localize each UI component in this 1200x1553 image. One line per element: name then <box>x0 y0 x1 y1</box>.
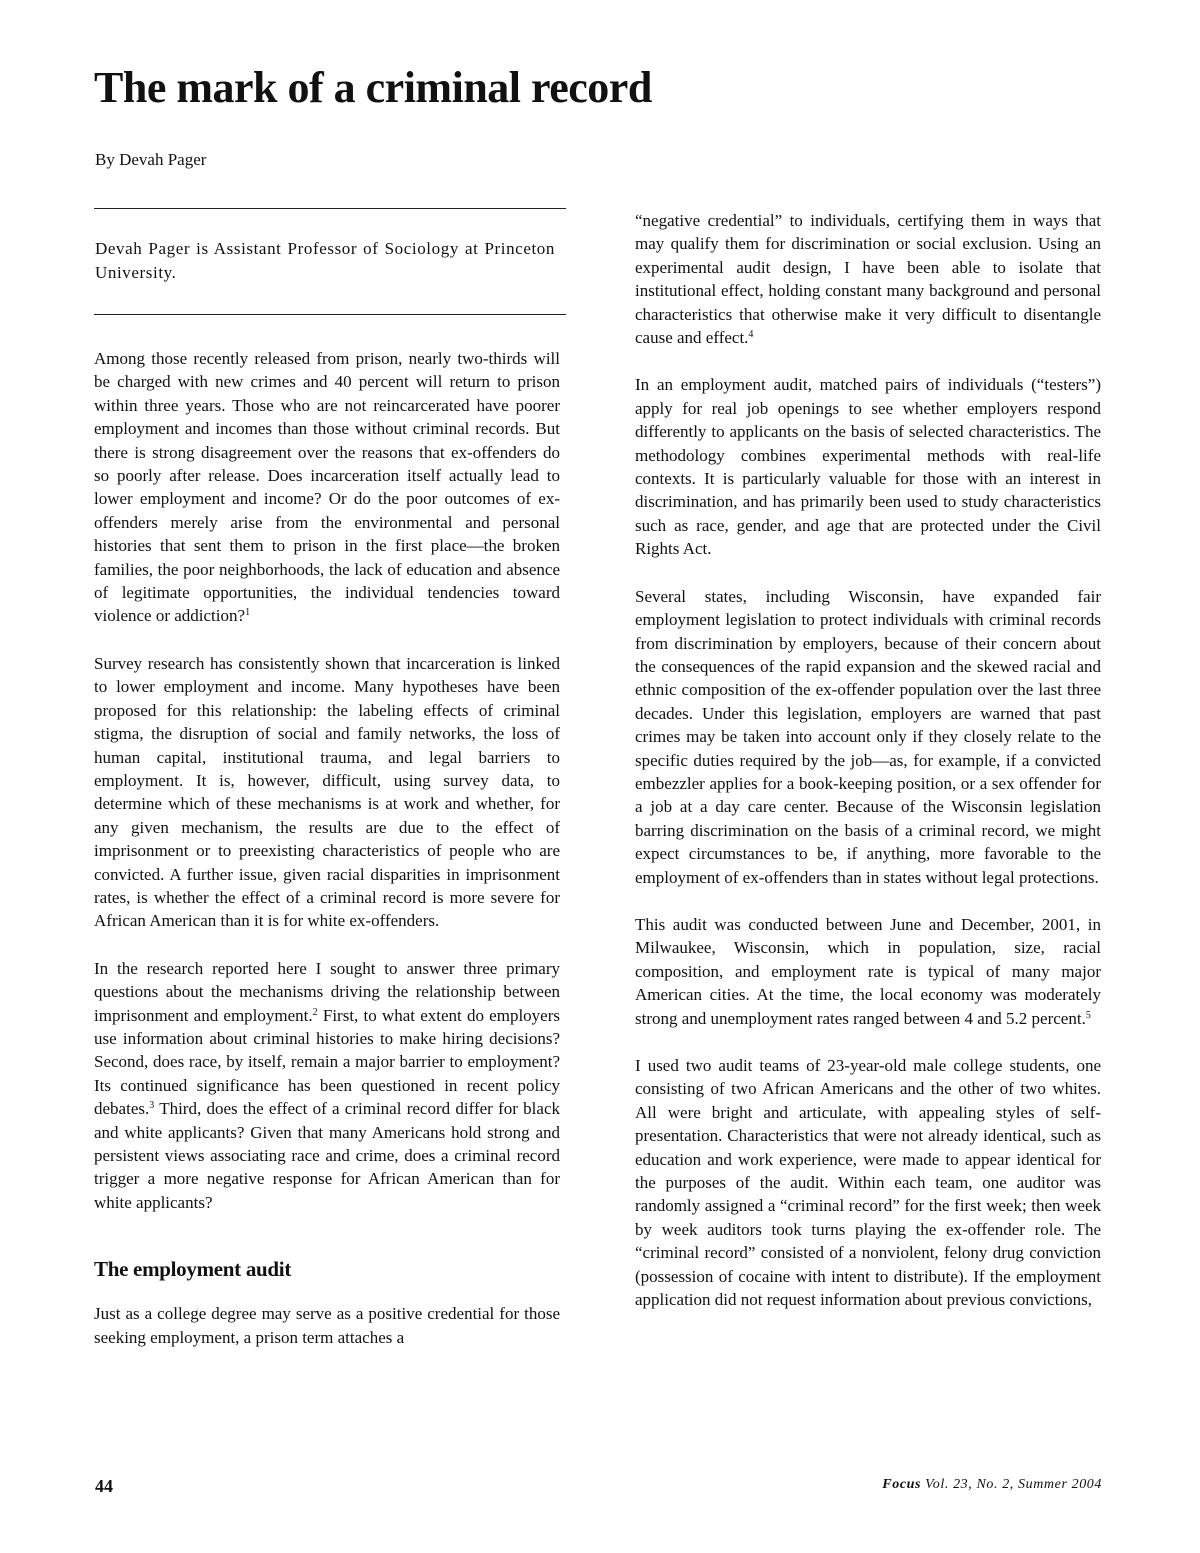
footnote-ref: 2 <box>312 1006 318 1018</box>
paragraph <box>635 209 1101 349</box>
byline: By Devah Pager <box>95 150 207 169</box>
paragraph: I used two audit teams of 23-year-old male college students, one consisting of two African Americans and the other of two whites. All were bright and articulate, with appealing styles of self-presentation. Characteristics that were not already identical, such as education and work experience, were made to appear identical for the purposes of the audit. Within each team, one auditor was randomly assigned a “criminal record” for the first week; then week by week auditors took turns playing the ex-offender role. The “criminal record” consisted of a nonviolent, felony drug conviction (possession of cocaine with intent to distribute). If the employment application did not request information about previous convictions, <box>635 1056 1101 1310</box>
section-heading: The employment audit <box>94 1257 292 1282</box>
divider-top <box>94 208 566 209</box>
footnote-ref: 3 <box>149 1100 155 1112</box>
journal-citation <box>882 1475 1102 1495</box>
footnote-ref: 4 <box>748 329 754 341</box>
paragraph <box>635 913 1101 1030</box>
paragraph: Just as a college degree may serve as a positive credential for those seeking employment, a prison term attaches a <box>94 1304 560 1347</box>
paragraph: In an employment audit, matched pairs of individuals (“testers”) apply for real job openings to see whether employers respond differently to applicants on the basis of selected characteristics. The methodology combines experimental methods with real-life contexts. It is particularly valuable for those with an interest in discrimination, and has primarily been used to study characteristics such as race, gender, and age that are protected under the Civil Rights Act. <box>635 375 1101 559</box>
page-number: 44 <box>95 1476 113 1496</box>
author-note: Devah Pager is Assistant Professor of Sociology at Princeton University. <box>95 239 555 282</box>
paragraph-text: “negative credential” to individuals, certifying them in ways that may qualify them for discrimination or social exclusion. Using an experimental audit design, I have been able to isolate that institutional effect, holding constant many background and personal characteristics that otherwise make it very difficult to disentangle cause and effect. <box>635 211 1101 348</box>
paragraph <box>94 957 560 1214</box>
paragraph-text: Among those recently released from prison, nearly two-thirds will be charged with new crimes and 40 percent will return to prison within three years. Those who are not reincarcerated have poorer employment and incomes than those without criminal records. But there is strong disagreement over the reasons that ex-offenders do so poorly after release. Does incarceration itself actually lead to lower employment and income? Or do the poor outcomes of ex-offenders merely arise from the environmental and personal histories that sent them to prison in the first place—the broken families, the poor neighborhoods, the lack of education and absence of legitimate opportunities, the individual tendencies toward violence or addiction? <box>94 349 560 626</box>
left-column <box>94 347 560 1349</box>
journal-name: Focus <box>882 1477 922 1492</box>
paragraph-text: Third, does the effect of a criminal record differ for black and white applicants? Given that many Americans hold strong and persistent views associating race and crime, does a criminal record trigger a more negative response for African American than for white applicants? <box>94 1099 560 1212</box>
paragraph-text: In the research reported here I sought to answer three primary questions about the mechanisms driving the relationship between imprisonment and employment. <box>94 958 560 1025</box>
paragraph <box>94 347 560 628</box>
paragraph: Several states, including Wisconsin, have expanded fair employment legislation to protect individuals with criminal records from discrimination by employers, because of their concern about the consequences of the rapid expansion and the skewed racial and ethnic composition of the ex-offender population over the last three decades. Under this legislation, employers are warned that past crimes may be taken into account only if they closely relate to the specific duties required by the job—as, for example, if a convicted embezzler applies for a book-keeping position, or a sex offender for a job at a day care center. Because of the Wisconsin legislation barring discrimination on the basis of a criminal record, we might expect circumstances to be, if anything, more favorable to the employment of ex-offenders than in states without legal protections. <box>635 586 1101 887</box>
article-title: The mark of a criminal record <box>94 63 652 112</box>
footnote-ref: 5 <box>1085 1009 1091 1021</box>
journal-issue: Vol. 23, No. 2, Summer 2004 <box>921 1477 1102 1492</box>
paragraph: Survey research has consistently shown that incarceration is linked to lower employment and income. Many hypotheses have been proposed for this relationship: the labeling effects of criminal stigma, the disruption of social and family networks, the loss of human capital, institutional trauma, and legal barriers to employment. It is, however, difficult, using survey data, to determine which of these mechanisms is at work and whether, for any given mechanism, the results are due to the effect of imprisonment or to preexisting characteristics of people who are convicted. A further issue, given racial disparities in imprisonment rates, is whether the effect of a criminal record is more severe for African American than it is for white ex-offenders. <box>94 653 560 931</box>
divider-bottom <box>94 314 566 315</box>
right-column <box>635 209 1101 1311</box>
footnote-ref: 1 <box>245 607 251 619</box>
paragraph-text: This audit was conducted between June and December, 2001, in Milwaukee, Wisconsin, which in population, size, racial composition, and employment rate is typical of many major American cities. At the time, the local economy was moderately strong and unemployment rates ranged between 4 and 5.2 percent. <box>635 914 1101 1028</box>
paragraph-text: First, to what extent do employers use information about criminal histories to make hiring decisions? Second, does race, by itself, remain a major barrier to employment? Its continued significance has been questioned in recent policy debates. <box>94 1005 560 1119</box>
